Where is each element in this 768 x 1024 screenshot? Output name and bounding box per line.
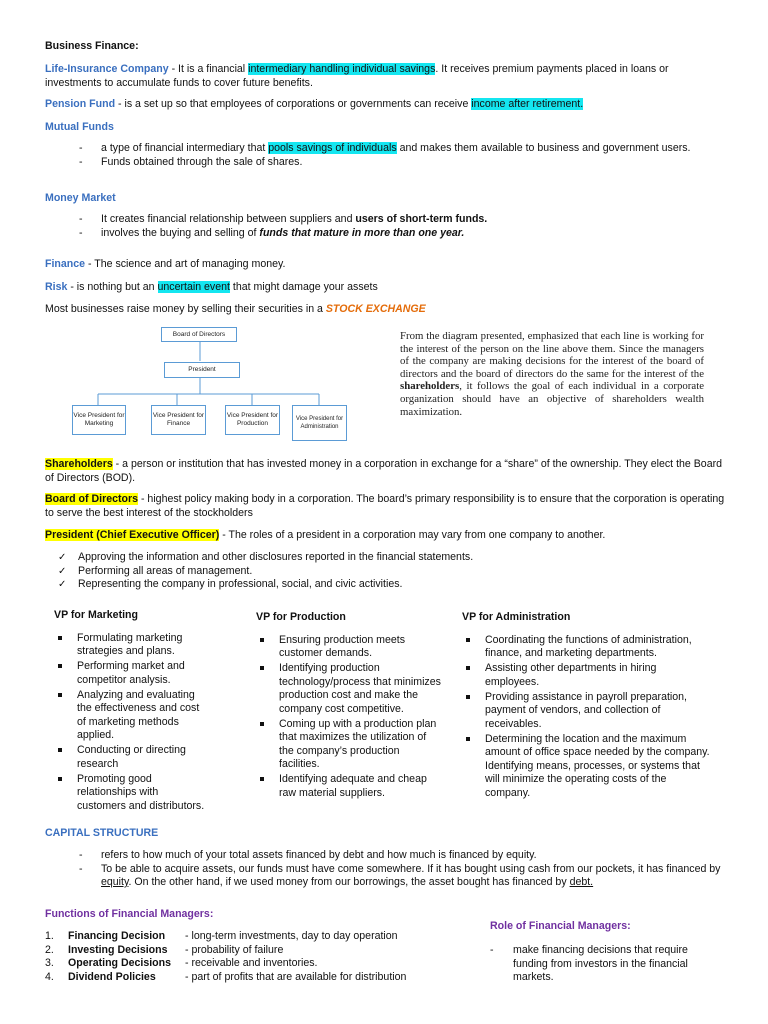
risk-term: Risk — [45, 281, 68, 293]
list-item — [45, 863, 725, 890]
pension-term: Pension Fund — [45, 98, 116, 110]
role-text: make financing decisions that require funding from investors in the financial markets. — [513, 944, 688, 983]
list-item — [45, 142, 725, 156]
item-text-2: and makes them available to business and government users. — [396, 142, 691, 154]
president-roles-list — [56, 551, 716, 592]
function-desc: - part of profits that are available for distribution — [185, 970, 407, 983]
pension-highlight: income after retirement. — [471, 98, 584, 110]
stock-exchange-paragraph — [45, 303, 426, 317]
list-item: - Funds obtained through the sale of shares. — [45, 156, 725, 170]
capital-structure-heading: CAPITAL STRUCTURE — [45, 827, 159, 839]
money-market-list — [45, 213, 725, 240]
risk-paragraph — [45, 281, 378, 295]
functions-list — [45, 930, 465, 984]
item-bold: users of short-term funds. — [355, 213, 488, 225]
president-term: President (Chief Executive Officer) — [45, 529, 220, 541]
list-item: Coordinating the functions of administration, finance, and marketing departments. — [462, 634, 712, 661]
org-vp-admin-box: Vice President for Administration — [292, 405, 347, 441]
list-item: ✓ Approving the information and other disclosures reported in the financial statements. — [56, 551, 716, 565]
list-item: Identifying production technology/process that minimizes production cost and make the company cost competitive. — [256, 662, 441, 716]
note-text-2: , it follows the goal of each individual in a corporate organization should have an — [400, 380, 704, 405]
function-number: 4. — [45, 970, 54, 983]
list-item: ✓ Representing the company in professional, social, and civic activities. — [56, 578, 716, 592]
equity-term: equity — [101, 876, 129, 888]
stock-exchange-emphasis: STOCK EXCHANGE — [325, 303, 426, 315]
life-insurance-paragraph — [45, 63, 725, 90]
vp-marketing-title: VP for Marketing — [54, 609, 138, 621]
function-name: Financing Decision — [68, 930, 166, 942]
item-text: To be able to acquire assets, our funds must have come somewhere. If it has bought using cash from our pockets, it has financed by — [101, 862, 721, 875]
vp-admin-title: VP for Administration — [462, 611, 571, 623]
list-item: Performing market and competitor analysis. — [54, 660, 209, 687]
list-item — [45, 227, 725, 241]
list-item: Identifying adequate and cheap raw material suppliers. — [256, 773, 441, 800]
function-row — [45, 944, 465, 958]
list-item: Analyzing and evaluating the effectiveness and cost of marketing methods applied. — [54, 689, 209, 743]
mutual-funds-list — [45, 142, 725, 169]
function-desc: - long-term investments, day to day operation — [185, 930, 398, 942]
org-president-box: President — [164, 362, 240, 378]
mutual-highlight: pools savings of individuals — [268, 142, 397, 154]
document-title: Business Finance: — [45, 40, 139, 52]
capital-structure-list — [45, 849, 725, 890]
role-list — [490, 944, 700, 985]
list-item: Assisting other departments in hiring employees. — [462, 662, 712, 689]
vp-marketing-column — [54, 609, 234, 815]
life-insurance-text: - It is a financial — [168, 63, 249, 75]
vp-production-list — [256, 634, 441, 801]
shareholders-text: - a person or institution that has invested money in a corporation in exchange for a “share” of the ownership. They elect the Board of Directors (BOD). — [45, 458, 723, 484]
function-desc: - probability of failure — [185, 943, 284, 956]
shareholders-term: Shareholders — [45, 458, 113, 470]
org-vp-finance-box: Vice President for Finance — [151, 405, 206, 435]
item-text: involves the buying and selling of — [101, 226, 260, 239]
note-bold: shareholders — [400, 380, 460, 393]
item-text: a type of financial intermediary that — [101, 142, 269, 154]
function-name: Operating Decisions — [68, 957, 172, 969]
diagram-note — [400, 330, 704, 418]
dash-marker: - — [490, 944, 494, 956]
life-insurance-text-2: . It receives premium payments placed in loans or investments to accumulate funds to cover future benefits. — [45, 63, 669, 89]
board-paragraph — [45, 493, 725, 520]
finance-term: Finance — [45, 258, 86, 270]
function-number: 3. — [45, 957, 54, 969]
list-item: Conducting or directing research — [54, 744, 209, 771]
president-paragraph — [45, 529, 725, 543]
org-vp-marketing-box: Vice President for Marketing — [72, 405, 126, 435]
vp-admin-column — [462, 611, 722, 802]
board-term: Board of Directors — [45, 493, 139, 505]
org-vp-production-box: Vice President for Production — [225, 405, 280, 435]
function-number: 1. — [45, 930, 54, 942]
list-item — [490, 944, 700, 985]
vp-admin-list — [462, 634, 712, 801]
board-text: - highest policy making body in a corporation. The board’s primary responsibility is to ensure that the corporation is operating to serve the best interest of the stockholders — [45, 493, 725, 519]
org-board-box: Board of Directors — [161, 327, 237, 342]
finance-paragraph — [45, 258, 285, 272]
function-row — [45, 957, 465, 971]
vp-production-column — [256, 611, 446, 802]
function-row — [45, 971, 465, 985]
list-item — [45, 213, 725, 227]
pension-text: - is a set up so that employees of corporations or governments can receive — [115, 98, 472, 110]
list-item: Formulating marketing strategies and plans. — [54, 632, 209, 659]
list-item: Providing assistance in payroll preparation, payment of vendors, and collection of receivables. — [462, 691, 712, 732]
function-desc: - receivable and inventories. — [185, 957, 318, 969]
role-heading: Role of Financial Managers: — [490, 920, 631, 932]
list-item: ✓ Performing all areas of management. — [56, 565, 716, 579]
list-item: Promoting good relationships with customers and distributors. — [54, 773, 209, 814]
list-item: Ensuring production meets customer demands. — [256, 634, 441, 661]
risk-text-2: that might damage your assets — [229, 281, 378, 293]
org-chart — [64, 322, 344, 450]
list-item: Coming up with a production plan that maximizes the utilization of the company’s production facilities. — [256, 718, 441, 772]
note-text: From the diagram presented, emphasized that each line is working for the interest of the person on the line above them. Since the managers of the company are making decisions for the interest of the board of directors and the board of directors do the same for the interest of the — [400, 330, 704, 380]
function-row — [45, 930, 465, 944]
risk-text: - is nothing but an — [67, 281, 158, 293]
shareholders-paragraph — [45, 458, 725, 485]
item-text: It creates financial relationship between suppliers and — [101, 213, 356, 225]
life-insurance-highlight: intermediary handling individual savings — [248, 63, 436, 75]
function-name: Investing Decisions — [68, 943, 168, 956]
function-name: Dividend Policies — [68, 970, 156, 983]
list-item: - refers to how much of your total assets financed by debt and how much is financed by equity. — [45, 849, 725, 863]
stock-text: Most businesses raise money by selling their securities in a — [45, 303, 326, 315]
debt-term: debt. — [569, 876, 594, 888]
note-text-3: objective of shareholders wealth maximization. — [400, 392, 704, 418]
item-bold-italic: funds that mature in more than one year. — [259, 226, 465, 239]
list-item: Determining the location and the maximum amount of office space needed by the company. Identifying means, processes, or systems that will minimize the operating costs of the company. — [462, 733, 712, 801]
function-number: 2. — [45, 943, 54, 956]
finance-text: - The science and art of managing money. — [85, 258, 286, 270]
pension-paragraph — [45, 98, 725, 112]
item-text-2: . On the other hand, if we used money from our borrowings, the asset bought has financed by — [128, 876, 570, 888]
vp-production-title: VP for Production — [256, 611, 346, 623]
mutual-funds-heading: Mutual Funds — [45, 121, 114, 133]
life-insurance-term: Life-Insurance Company — [45, 63, 169, 75]
risk-highlight: uncertain event — [157, 281, 230, 293]
vp-marketing-list — [54, 632, 209, 814]
president-text: - The roles of a president in a corporation may vary from one company to another. — [219, 529, 606, 541]
money-market-heading: Money Market — [45, 192, 116, 204]
functions-heading: Functions of Financial Managers: — [45, 908, 214, 920]
